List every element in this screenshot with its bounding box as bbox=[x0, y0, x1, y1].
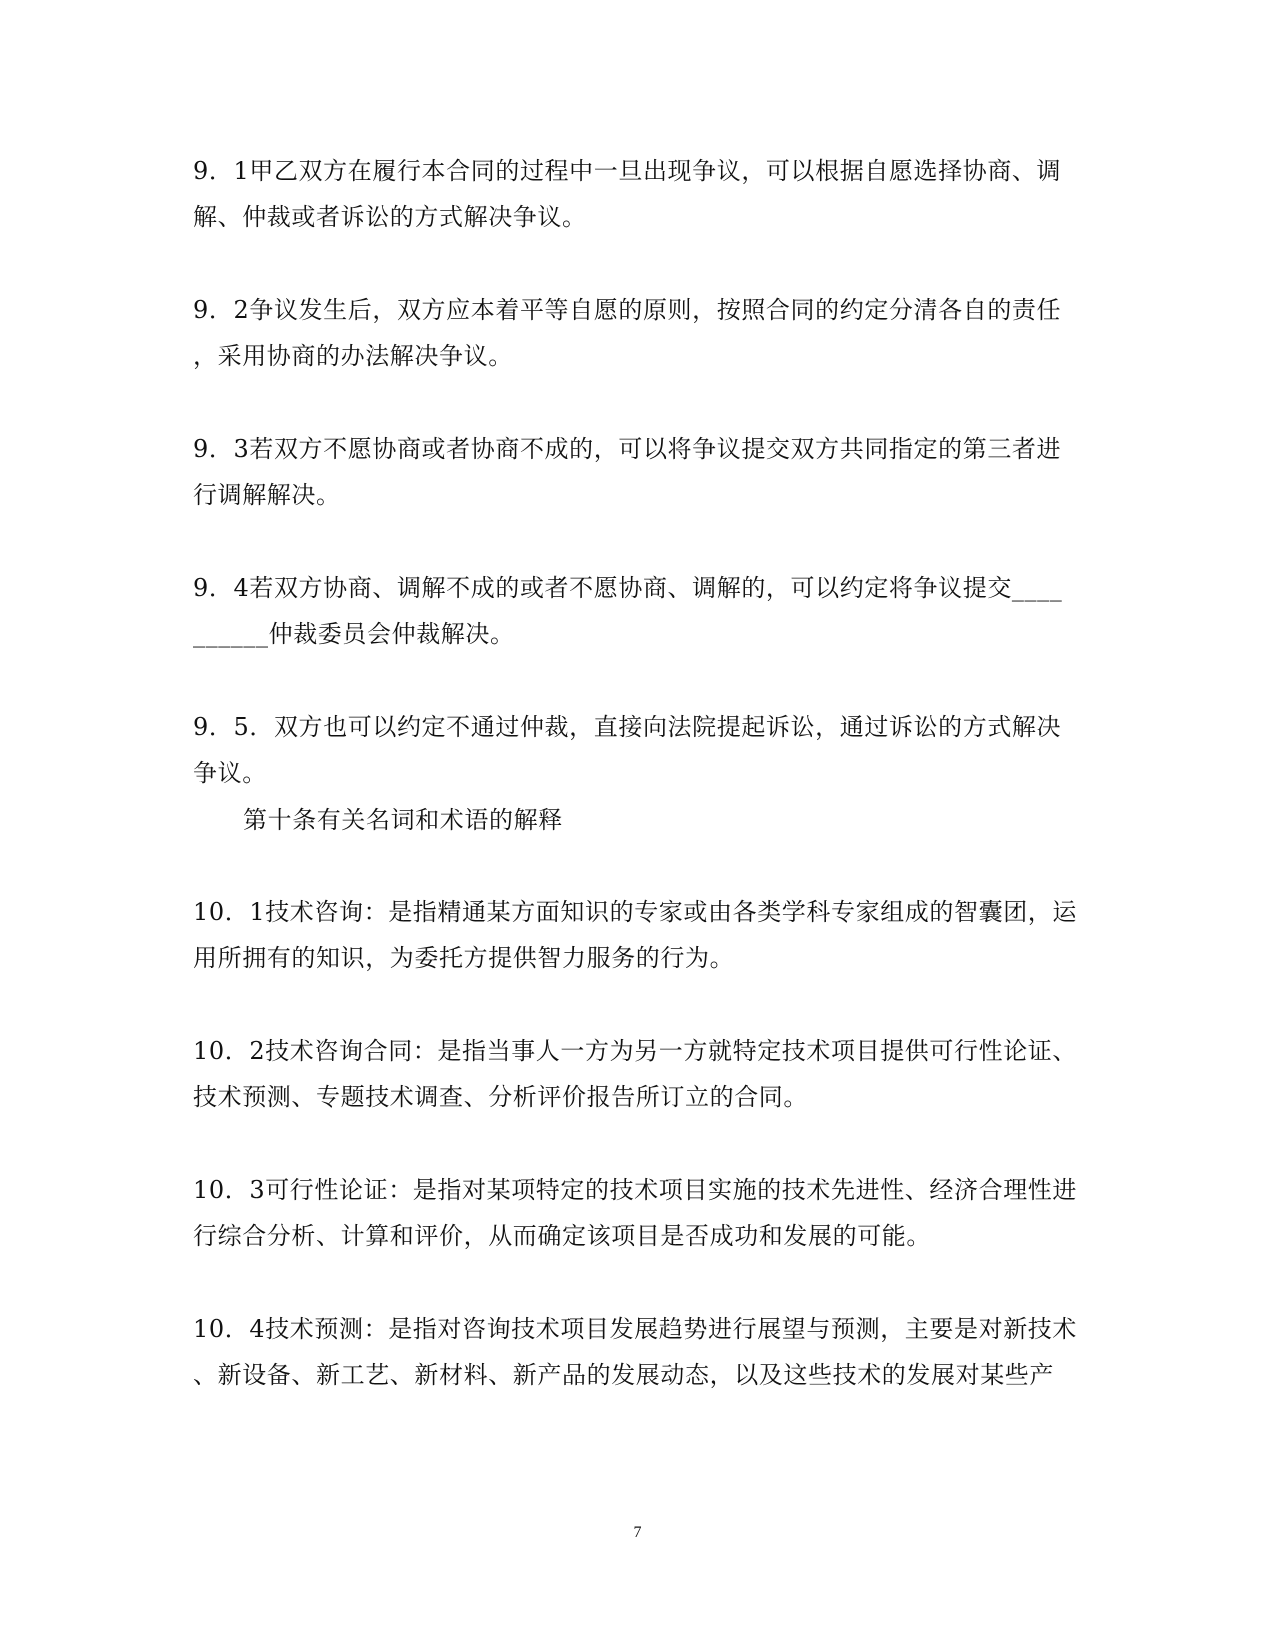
clause-9-2-line-1: 9．2争议发生后，双方应本着平等自愿的原则，按照合同的约定分清各自的责任 bbox=[193, 296, 1062, 324]
clause-9-1-line-2: 解、仲裁或者诉讼的方式解决争议。 bbox=[193, 203, 587, 231]
article-10-heading: 第十条有关名词和术语的解释 bbox=[243, 806, 563, 834]
clause-9-3-line-2: 行调解解决。 bbox=[193, 481, 341, 509]
clause-10-4-line-2: 、新设备、新工艺、新材料、新产品的发展动态，以及这些技术的发展对某些产 bbox=[193, 1361, 1054, 1389]
clause-9-2-line-2: ，采用协商的办法解决争议。 bbox=[193, 342, 513, 370]
clause-10-1-line-2: 用所拥有的知识，为委托方提供智力服务的行为。 bbox=[193, 944, 735, 972]
clause-9-5-line-2: 争议。 bbox=[193, 759, 267, 787]
clause-9-1-line-1: 9．1甲乙双方在履行本合同的过程中一旦出现争议，可以根据自愿选择协商、调 bbox=[193, 157, 1062, 185]
clause-10-3-line-2: 行综合分析、计算和评价，从而确定该项目是否成功和发展的可能。 bbox=[193, 1222, 931, 1250]
clause-10-4-line-1: 10．4技术预测：是指对咨询技术项目发展趋势进行展望与预测，主要是对新技术 bbox=[193, 1315, 1078, 1343]
clause-10-3-line-1: 10．3可行性论证：是指对某项特定的技术项目实施的技术先进性、经济合理性进 bbox=[193, 1176, 1078, 1204]
clause-9-3-line-1: 9．3若双方不愿协商或者协商不成的，可以将争议提交双方共同指定的第三者进 bbox=[193, 435, 1062, 463]
clause-10-2-line-2: 技术预测、专题技术调查、分析评价报告所订立的合同。 bbox=[193, 1083, 808, 1111]
clause-9-4-line-2: ______仲裁委员会仲裁解决。 bbox=[193, 620, 515, 648]
page-number: 7 bbox=[633, 1524, 642, 1541]
clause-9-4-line-1: 9．4若双方协商、调解不成的或者不愿协商、调解的，可以约定将争议提交____ bbox=[193, 574, 1063, 602]
clause-10-1-line-1: 10．1技术咨询：是指精通某方面知识的专家或由各类学科专家组成的智囊团，运 bbox=[193, 898, 1078, 926]
clause-9-5-line-1: 9．5．双方也可以约定不通过仲裁，直接向法院提起诉讼，通过诉讼的方式解决 bbox=[193, 713, 1062, 741]
clause-10-2-line-1: 10．2技术咨询合同：是指当事人一方为另一方就特定技术项目提供可行性论证、 bbox=[193, 1037, 1078, 1065]
